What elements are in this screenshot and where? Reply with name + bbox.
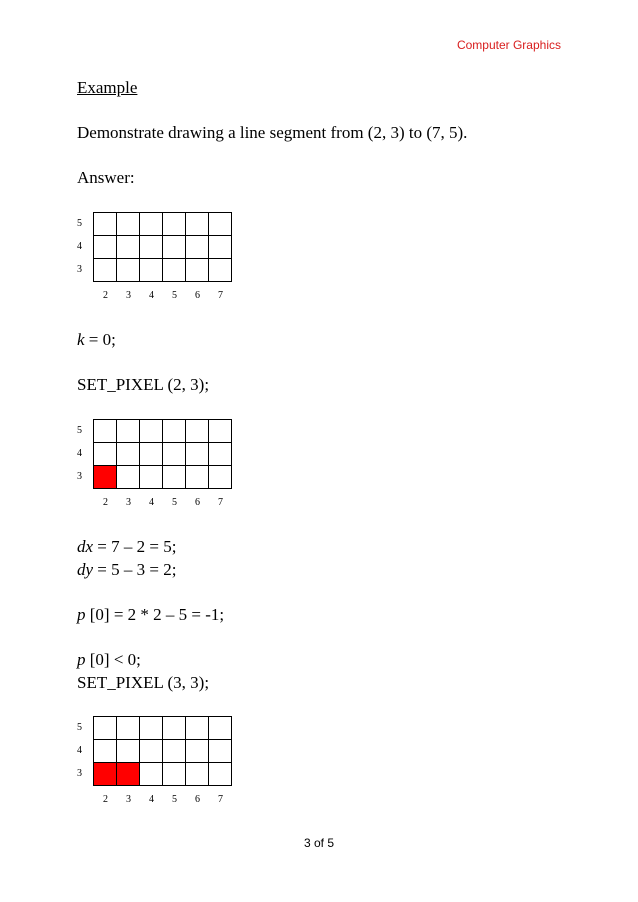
pixel-cell xyxy=(94,420,117,443)
step-p0-expr: [0] = 2 * 2 – 5 = -1; xyxy=(85,605,225,624)
row-label: 4 xyxy=(77,745,82,756)
row-label: 4 xyxy=(77,241,82,252)
set-pixel-2: SET_PIXEL (3, 3); xyxy=(77,673,210,692)
pixel-cell xyxy=(140,717,163,740)
pixel-cell xyxy=(94,443,117,466)
var-p: p xyxy=(77,605,86,624)
pixel-cell xyxy=(163,740,186,763)
filled-pixel xyxy=(117,763,140,786)
step-p0-condition-expr: [0] < 0; xyxy=(85,650,141,669)
col-label: 7 xyxy=(218,794,223,805)
step-dx-expr: = 7 – 2 = 5; xyxy=(93,537,177,556)
pixel-cell xyxy=(140,466,163,489)
page-number: 3 of 5 xyxy=(303,836,335,850)
pixel-cell xyxy=(117,443,140,466)
row-label: 3 xyxy=(77,471,82,482)
set-pixel-1: SET_PIXEL (2, 3); xyxy=(77,375,210,394)
col-label: 6 xyxy=(195,290,200,301)
step-k xyxy=(77,330,116,350)
col-label: 2 xyxy=(103,497,108,508)
pixel-cell xyxy=(186,259,209,282)
col-label: 2 xyxy=(103,794,108,805)
col-label: 5 xyxy=(172,497,177,508)
pixel-cell xyxy=(94,717,117,740)
pixel-cell xyxy=(163,443,186,466)
pixel-grid-1 xyxy=(77,212,237,308)
row-label: 4 xyxy=(77,448,82,459)
answer-label: Answer: xyxy=(77,168,135,187)
pixel-cell xyxy=(94,213,117,236)
col-label: 2 xyxy=(103,290,108,301)
col-label: 4 xyxy=(149,497,154,508)
step-dy xyxy=(77,560,176,580)
col-label: 4 xyxy=(149,290,154,301)
row-label: 5 xyxy=(77,218,82,229)
pixel-cell xyxy=(117,740,140,763)
col-label: 6 xyxy=(195,497,200,508)
pixel-cell xyxy=(209,763,232,786)
pixel-cell xyxy=(117,420,140,443)
pixel-cell xyxy=(140,213,163,236)
pixel-cell xyxy=(209,213,232,236)
col-label: 3 xyxy=(126,794,131,805)
col-label: 5 xyxy=(172,290,177,301)
col-label: 3 xyxy=(126,497,131,508)
pixel-grid-3 xyxy=(77,716,237,812)
pixel-cell xyxy=(186,236,209,259)
pixel-cell xyxy=(209,443,232,466)
header-title: Computer Graphics xyxy=(456,38,561,52)
col-label: 6 xyxy=(195,794,200,805)
col-label: 4 xyxy=(149,794,154,805)
pixel-cell xyxy=(140,236,163,259)
pixel-cell xyxy=(140,763,163,786)
row-label: 3 xyxy=(77,768,82,779)
col-label: 5 xyxy=(172,794,177,805)
pixel-cell xyxy=(186,420,209,443)
pixel-cell xyxy=(117,259,140,282)
pixel-grid-cells xyxy=(93,419,232,489)
var-p: p xyxy=(77,650,86,669)
pixel-cell xyxy=(117,717,140,740)
pixel-cell xyxy=(186,213,209,236)
step-dy-expr: = 5 – 3 = 2; xyxy=(93,560,177,579)
pixel-cell xyxy=(209,466,232,489)
pixel-cell xyxy=(163,420,186,443)
col-label: 3 xyxy=(126,290,131,301)
step-p0-condition xyxy=(77,650,141,670)
pixel-cell xyxy=(186,466,209,489)
pixel-cell xyxy=(163,717,186,740)
col-label: 7 xyxy=(218,290,223,301)
pixel-cell xyxy=(163,763,186,786)
pixel-cell xyxy=(117,466,140,489)
var-k: k xyxy=(77,330,85,349)
pixel-cell xyxy=(94,259,117,282)
pixel-cell xyxy=(163,259,186,282)
pixel-cell xyxy=(140,443,163,466)
pixel-cell xyxy=(163,213,186,236)
pixel-cell xyxy=(117,236,140,259)
row-label: 5 xyxy=(77,722,82,733)
pixel-cell xyxy=(209,259,232,282)
pixel-cell xyxy=(140,740,163,763)
step-p0 xyxy=(77,605,224,625)
pixel-cell xyxy=(209,740,232,763)
step-dx xyxy=(77,537,176,557)
pixel-cell xyxy=(163,466,186,489)
pixel-cell xyxy=(163,236,186,259)
row-label: 5 xyxy=(77,425,82,436)
pixel-cell xyxy=(117,213,140,236)
var-dx: dx xyxy=(77,537,94,556)
pixel-cell xyxy=(186,740,209,763)
pixel-cell xyxy=(94,236,117,259)
pixel-cell xyxy=(94,740,117,763)
pixel-cell xyxy=(186,763,209,786)
pixel-grid-cells xyxy=(93,716,232,786)
pixel-cell xyxy=(209,717,232,740)
pixel-cell xyxy=(209,420,232,443)
col-label: 7 xyxy=(218,497,223,508)
row-label: 3 xyxy=(77,264,82,275)
filled-pixel xyxy=(94,466,117,489)
filled-pixel xyxy=(94,763,117,786)
step-k-expr: = 0; xyxy=(84,330,116,349)
pixel-cell xyxy=(140,259,163,282)
pixel-cell xyxy=(140,420,163,443)
pixel-cell xyxy=(209,236,232,259)
pixel-cell xyxy=(186,443,209,466)
section-heading: Example xyxy=(77,78,138,97)
var-dy: dy xyxy=(77,560,94,579)
pixel-grid-2 xyxy=(77,419,237,515)
pixel-cell xyxy=(186,717,209,740)
problem-statement: Demonstrate drawing a line segment from (2, 3) to (7, 5). xyxy=(77,123,468,142)
pixel-grid-cells xyxy=(93,212,232,282)
